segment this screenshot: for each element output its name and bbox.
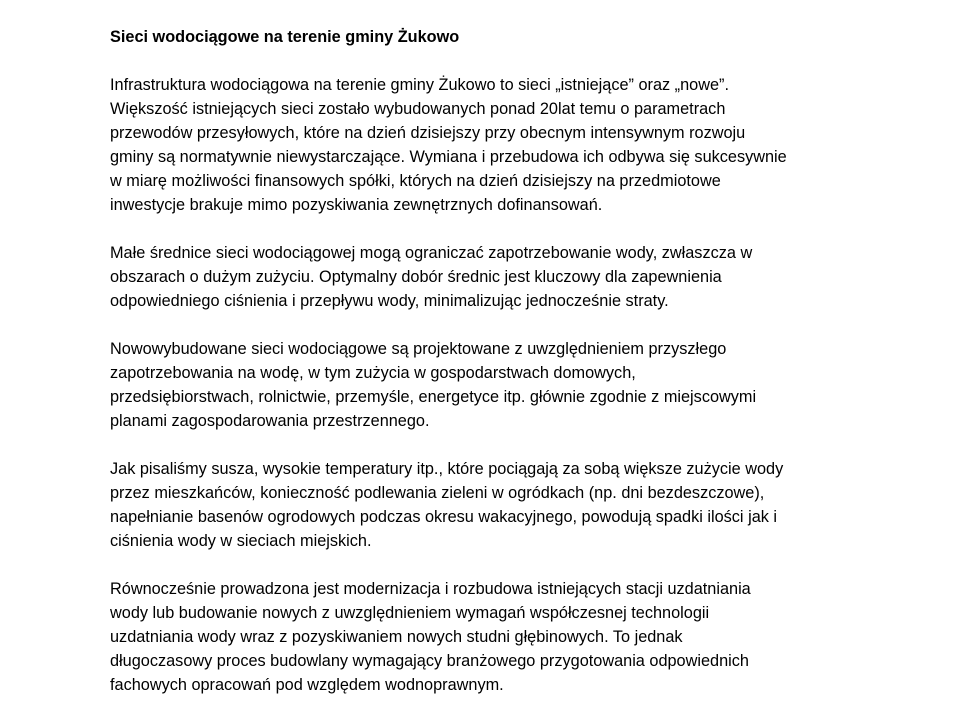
paragraph-line: uzdatniania wody wraz z pozyskiwaniem nowych studni głębinowych. To jednak <box>110 628 683 646</box>
document-page <box>110 25 880 721</box>
paragraph-new-networks <box>110 337 880 433</box>
paragraph-line: odpowiedniego ciśnienia i przepływu wody, minimalizując jednocześnie straty. <box>110 292 669 310</box>
paragraph-line: Równocześnie prowadzona jest modernizacja i rozbudowa istniejących stacji uzdatniania <box>110 580 751 598</box>
paragraph-line: Nowowybudowane sieci wodociągowe są projektowane z uwzględnieniem przyszłego <box>110 340 727 358</box>
paragraph-line: inwestycje brakuje mimo pozyskiwania zewnętrznych dofinansowań. <box>110 196 603 214</box>
paragraph-line: Małe średnice sieci wodociągowej mogą ograniczać zapotrzebowanie wody, zwłaszcza w <box>110 244 753 262</box>
document-title: Sieci wodociągowe na terenie gminy Żukowo <box>110 28 460 46</box>
paragraph-line: planami zagospodarowania przestrzennego. <box>110 412 430 430</box>
paragraph-line: obszarach o dużym zużyciu. Optymalny dobór średnic jest kluczowy dla zapewnienia <box>110 268 722 286</box>
paragraph-line: zapotrzebowania na wodę, w tym zużycia w gospodarstwach domowych, <box>110 364 636 382</box>
paragraph-line: Infrastruktura wodociągowa na terenie gminy Żukowo to sieci „istniejące” oraz „nowe”. <box>110 76 729 94</box>
paragraph-line: ciśnienia wody w sieciach miejskich. <box>110 532 372 550</box>
paragraph-line: napełnianie basenów ogrodowych podczas okresu wakacyjnego, powodują spadki ilości jak i <box>110 508 778 526</box>
paragraph-line: przedsiębiorstwach, rolnictwie, przemyśle, energetyce itp. głównie zgodnie z miejscowymi <box>110 388 757 406</box>
paragraph-line: długoczasowy proces budowlany wymagający branżowego przygotowania odpowiednich <box>110 652 749 670</box>
paragraph-line: gminy są normatywnie niewystarczające. Wymiana i przebudowa ich odbywa się sukcesywnie <box>110 148 787 166</box>
paragraph-line: przewodów przesyłowych, które na dzień dzisiejszy przy obecnym intensywnym rozwoju <box>110 124 746 142</box>
paragraph-line: Jak pisaliśmy susza, wysokie temperatury itp., które pociągają za sobą większe zużycie wody <box>110 460 784 478</box>
paragraph-line: w miarę możliwości finansowych spółki, których na dzień dzisiejszy na przedmiotowe <box>110 172 721 190</box>
paragraph-line: fachowych opracowań pod względem wodnoprawnym. <box>110 676 504 694</box>
paragraph-line: Większość istniejących sieci zostało wybudowanych ponad 20lat temu o parametrach <box>110 100 726 118</box>
paragraph-diameters <box>110 241 880 313</box>
paragraph-infrastructure <box>110 73 880 217</box>
paragraph-line: przez mieszkańców, konieczność podlewania zieleni w ogródkach (np. dni bezdeszczowe), <box>110 484 765 502</box>
paragraph-line: wody lub budowanie nowych z uwzględnieniem wymagań współczesnej technologii <box>110 604 710 622</box>
paragraph-drought <box>110 457 880 553</box>
paragraph-modernization <box>110 577 880 697</box>
